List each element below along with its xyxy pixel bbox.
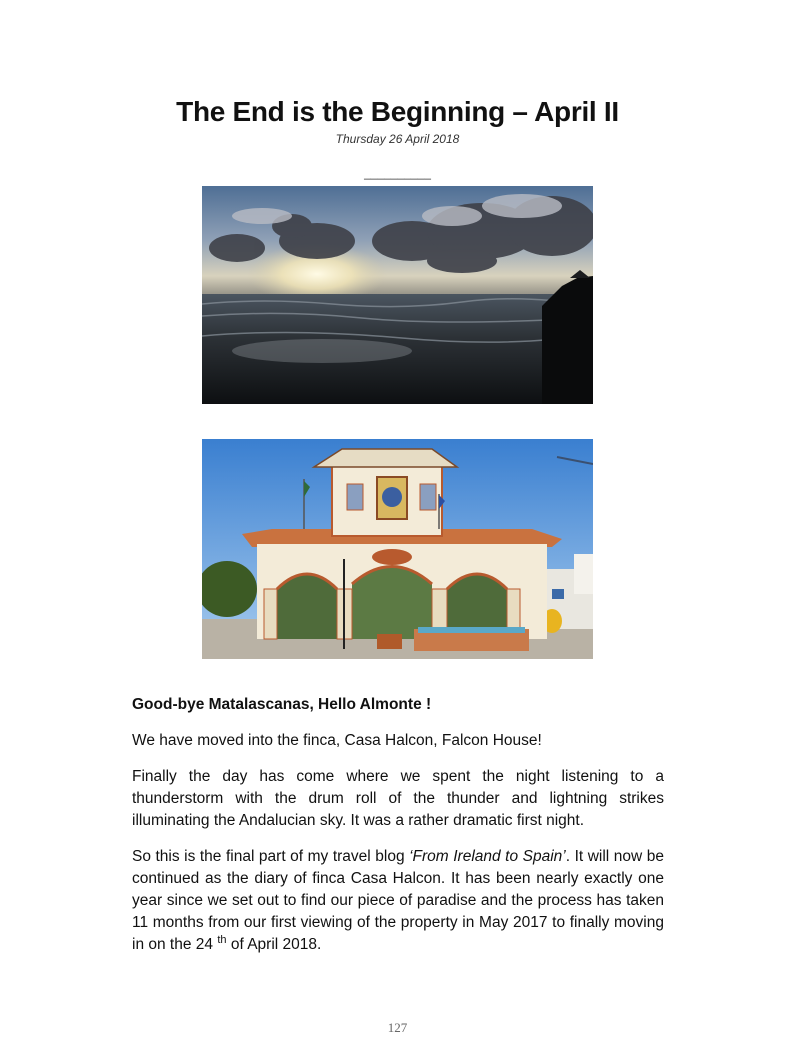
paragraph-3 bbox=[132, 846, 664, 956]
section-heading: Good-bye Matalascanas, Hello Almonte ! bbox=[132, 696, 432, 713]
page-title: The End is the Beginning – April II bbox=[176, 96, 619, 127]
plaza-archway-photo bbox=[202, 439, 593, 659]
paragraph-3-text-c: of April 2018. bbox=[226, 936, 322, 953]
paragraph-1: We have moved into the finca, Casa Halcon, Falcon House! bbox=[132, 732, 542, 749]
post-date: Thursday 26 April 2018 bbox=[335, 132, 460, 146]
paragraph-3-text-a: So this is the final part of my travel blog bbox=[132, 848, 410, 865]
blog-title-emphasis: ‘From Ireland to Spain’ bbox=[409, 848, 566, 865]
sunset-beach-photo bbox=[202, 186, 593, 404]
paragraph-2: Finally the day has come where we spent the night listening to a thunderstorm with the drum roll of the thunder and lightning strikes illuminating the Andalucian sky. It was a rather dramatic first night. bbox=[132, 768, 664, 829]
ordinal-suffix: th bbox=[217, 933, 227, 946]
paragraph-3-text-b: . It will now be continued as the diary of finca Casa Halcon. It has been nearly exactly one year since we set out to find our piece of paradise and the process has taken 11 months from our first viewing of the property in May 2017 to finally moving in on the 24 bbox=[132, 848, 664, 953]
divider-line: __________ bbox=[364, 166, 431, 180]
page-number: 127 bbox=[387, 1020, 408, 1035]
